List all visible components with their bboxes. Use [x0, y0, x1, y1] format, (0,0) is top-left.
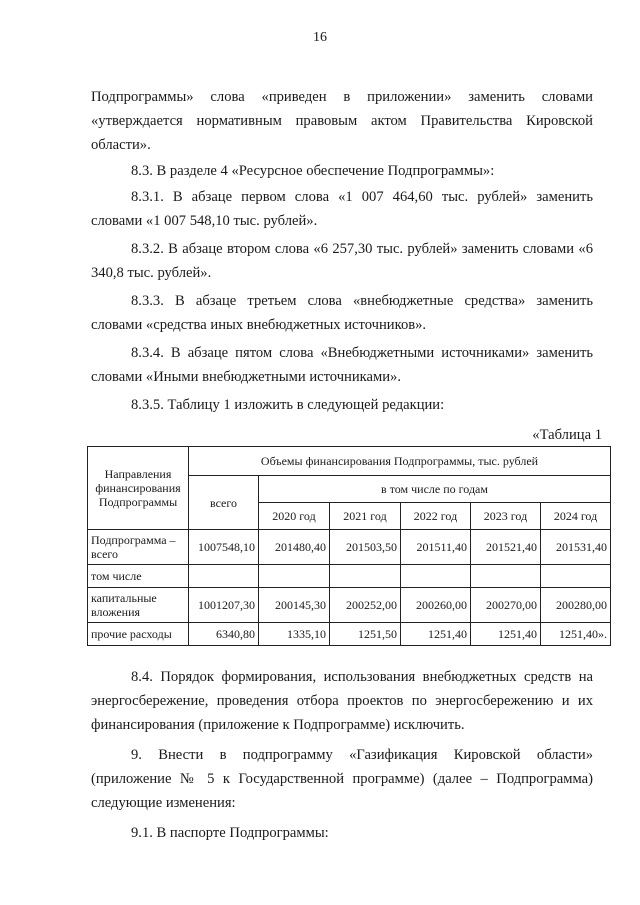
row-label: прочие расходы — [88, 623, 189, 646]
row-label: Подпрограмма – всего — [88, 530, 189, 565]
row-value: 1335,10 — [259, 623, 330, 646]
paragraph-7: 8.3.5. Таблицу 1 изложить в следующей редакции: — [131, 397, 445, 413]
row-value: 201503,50 — [330, 530, 401, 565]
row-value — [401, 565, 471, 588]
row-value: 201511,40 — [401, 530, 471, 565]
row-label: капитальные вложения — [88, 588, 189, 623]
header-volumes: Объемы финансирования Подпрограммы, тыс. рублей — [189, 447, 611, 476]
header-year: 2020 год — [259, 503, 330, 530]
row-value: 201480,40 — [259, 530, 330, 565]
header-by-years: в том числе по годам — [259, 476, 611, 503]
paragraph-4: 8.3.2. В абзаце втором слова «6 257,30 тыс. рублей» заменить словами «6 340,8 тыс. рублей». — [91, 241, 593, 281]
paragraph-5: 8.3.3. В абзаце третьем слова «внебюджетные средства» заменить словами «средства иных внебюджетных источников». — [91, 293, 593, 333]
table-row — [88, 588, 611, 623]
row-value: 200145,30 — [259, 588, 330, 623]
table-row — [88, 565, 611, 588]
row-total: 6340,80 — [189, 623, 259, 646]
row-value — [541, 565, 611, 588]
header-total: всего — [189, 476, 259, 530]
row-value: 200252,00 — [330, 588, 401, 623]
row-label: том числе — [88, 565, 189, 588]
header-directions: Направления финансирования Подпрограммы — [88, 447, 189, 530]
row-total — [189, 565, 259, 588]
row-value — [471, 565, 541, 588]
row-total: 1001207,30 — [189, 588, 259, 623]
paragraph-1: Подпрограммы» слова «приведен в приложении» заменить словами «утверждается нормативным правовым актом Правительства Кировской области». — [91, 89, 593, 153]
row-value — [330, 565, 401, 588]
paragraph-8: 8.4. Порядок формирования, использования внебюджетных средств на энергосбережение, проведения отбора проектов по энергосбережению и их финансирования (приложение к Подпрограмме) исключить. — [91, 669, 593, 733]
row-value: 201531,40 — [541, 530, 611, 565]
page-number: 16 — [313, 30, 327, 45]
row-value: 1251,40». — [541, 623, 611, 646]
row-value: 1251,40 — [471, 623, 541, 646]
paragraph-10: 9.1. В паспорте Подпрограммы: — [131, 825, 329, 841]
row-value: 200260,00 — [401, 588, 471, 623]
row-total: 1007548,10 — [189, 530, 259, 565]
row-value: 1251,50 — [330, 623, 401, 646]
paragraph-3: 8.3.1. В абзаце первом слова «1 007 464,60 тыс. рублей» заменить словами «1 007 548,10 тыс. рублей». — [91, 189, 593, 229]
table-row — [88, 530, 611, 565]
header-year: 2024 год — [541, 503, 611, 530]
header-year: 2022 год — [401, 503, 471, 530]
paragraph-6: 8.3.4. В абзаце пятом слова «Внебюджетными источниками» заменить словами «Иными внебюджетными источниками». — [91, 345, 593, 385]
header-year: 2021 год — [330, 503, 401, 530]
paragraph-2: 8.3. В разделе 4 «Ресурсное обеспечение Подпрограммы»: — [131, 163, 495, 179]
table-caption: «Таблица 1 — [532, 427, 602, 443]
row-value: 200270,00 — [471, 588, 541, 623]
row-value: 1251,40 — [401, 623, 471, 646]
header-year: 2023 год — [471, 503, 541, 530]
financing-table — [87, 446, 611, 646]
row-value: 201521,40 — [471, 530, 541, 565]
row-value: 200280,00 — [541, 588, 611, 623]
table-row — [88, 623, 611, 646]
row-value — [259, 565, 330, 588]
paragraph-9: 9. Внести в подпрограмму «Газификация Кировской области» (приложение № 5 к Государственной программе) (далее – Подпрограмма) следующие изменения: — [91, 747, 593, 811]
